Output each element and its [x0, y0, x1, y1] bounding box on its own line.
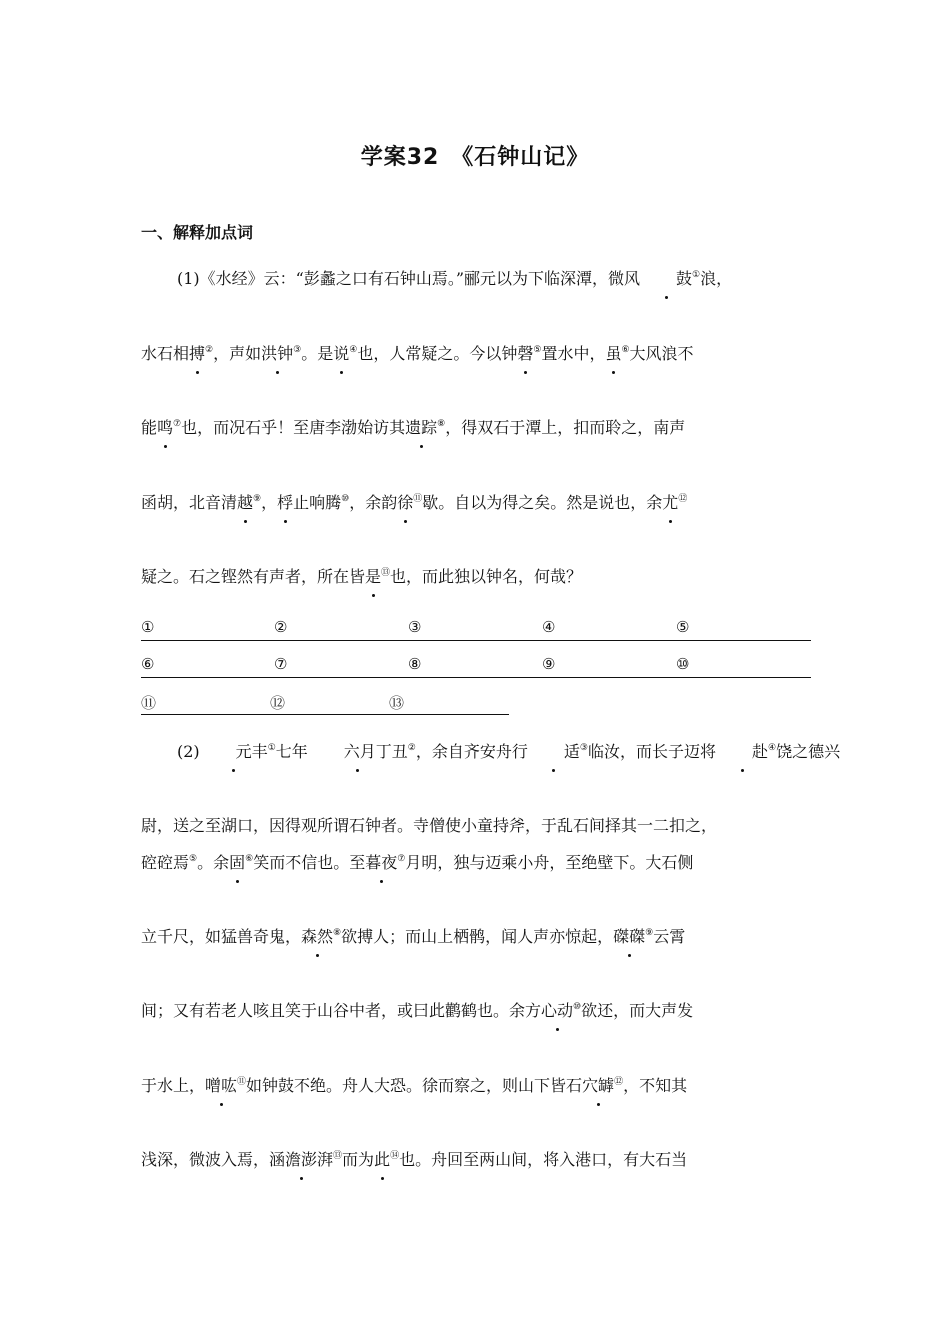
footnote-marker: ⑬ — [381, 568, 391, 578]
para1-line-3 — [141, 414, 816, 442]
answer-label: ⑬ — [389, 694, 405, 712]
footnote-marker: ⑧ — [333, 928, 342, 938]
text-segment: ，不知其 — [623, 1076, 688, 1095]
dotted-word: 噌吰 — [205, 1072, 237, 1100]
text-segment: 浪， — [700, 269, 733, 288]
footnote-marker: ② — [205, 345, 214, 355]
dotted-word: 磬 — [517, 340, 533, 368]
para2-line-4 — [141, 923, 816, 951]
footnote-marker: ⑧ — [437, 419, 446, 429]
footnote-marker: ⑪ — [237, 1077, 247, 1087]
text-segment: 疑之。石之铿然有声者，所在皆 — [141, 567, 366, 586]
dotted-word: 鼓 — [640, 265, 692, 293]
text-segment: ，余自齐安舟行 — [415, 742, 528, 761]
dotted-word: 鸣 — [157, 414, 173, 442]
text-segment: 大风浪不 — [629, 344, 694, 363]
text-segment: (2) — [177, 742, 200, 761]
dotted-word: 虽 — [605, 340, 621, 368]
footnote-marker: ⑤ — [533, 345, 542, 355]
dotted-word: 心动 — [541, 997, 573, 1025]
text-segment: 歇。自以为得之矣。然是说也，余 — [422, 493, 663, 512]
dotted-word: 穴罅 — [582, 1072, 614, 1100]
footnote-marker: ④ — [349, 345, 358, 355]
para2-line-2 — [141, 812, 816, 840]
answer-row-3[interactable] — [141, 692, 509, 715]
para2-line-3 — [141, 849, 816, 877]
text-segment: ， — [261, 493, 278, 512]
text-segment: 也，而况石乎！至唐李渤始访其 — [181, 418, 406, 437]
answer-row-1[interactable] — [141, 618, 811, 641]
footnote-marker: ⑤ — [189, 854, 198, 864]
text-segment: 间；又有若老人咳且笑于山谷中者，或曰此鹳鹤也。余方 — [141, 1001, 542, 1020]
dotted-word: 越 — [237, 489, 253, 517]
text-segment: 饶之德兴 — [776, 742, 841, 761]
text-segment: 也，人常疑之。今以钟 — [357, 344, 518, 363]
footnote-marker: ⑦ — [173, 419, 182, 429]
text-segment: 于水上， — [141, 1076, 206, 1095]
para2-line-6 — [141, 1072, 816, 1100]
answer-row-2[interactable] — [141, 655, 811, 678]
answer-label: ⑥ — [141, 655, 155, 673]
text-segment: 而为 — [342, 1150, 375, 1169]
dotted-word: 洪钟 — [261, 340, 293, 368]
answer-label: ⑤ — [676, 618, 690, 636]
text-segment: 也，而此独以钟名，何哉？ — [390, 567, 583, 586]
answer-label: ⑧ — [408, 655, 422, 673]
text-segment: 硿硿焉 — [141, 853, 190, 872]
text-segment: 止响腾 — [293, 493, 342, 512]
dotted-word: 是 — [365, 563, 381, 591]
answer-label: ⑦ — [274, 655, 288, 673]
answer-label: ⑫ — [270, 694, 286, 712]
text-segment: 。余 — [197, 853, 230, 872]
footnote-marker: ① — [267, 743, 276, 753]
dotted-word: 适 — [528, 738, 580, 766]
para2-line-5 — [141, 997, 816, 1025]
dotted-word: 徐 — [397, 489, 413, 517]
dotted-word: 固 — [229, 849, 245, 877]
text-segment: 能 — [141, 418, 158, 437]
footnote-marker: ③ — [579, 743, 588, 753]
footnote-marker: ⑨ — [645, 928, 654, 938]
section-heading: 一、解释加点词 — [141, 223, 254, 242]
text-segment: 欲还，而大声发 — [581, 1001, 694, 1020]
footnote-marker: ① — [692, 270, 701, 280]
text-segment: 月明，独与迈乘小舟，至绝壁下。大石侧 — [405, 853, 694, 872]
footnote-marker: ④ — [768, 743, 777, 753]
dotted-word: 桴 — [277, 489, 293, 517]
dotted-word: 森然 — [301, 923, 333, 951]
para2-line-1 — [141, 738, 841, 766]
footnote-marker: ⑪ — [413, 494, 423, 504]
footnote-marker: ⑥ — [621, 345, 630, 355]
page-title: 学案32 《石钟山记》 — [360, 145, 590, 170]
answer-label: ② — [274, 618, 288, 636]
para1-line-5 — [141, 563, 816, 591]
dotted-word: 赴 — [716, 738, 768, 766]
text-segment: 水石相 — [141, 344, 190, 363]
text-segment: 笑而不信也。至 — [253, 853, 366, 872]
dotted-word: 暮夜 — [365, 849, 397, 877]
dotted-word: 六月丁丑 — [308, 738, 408, 766]
footnote-marker: ⑩ — [573, 1002, 582, 1012]
text-segment: (1)《水经》云：“彭蠡之口有石钟山焉。”郦元以为下临深潭，微风 — [177, 269, 641, 288]
footnote-marker: ⑦ — [397, 854, 406, 864]
dotted-word: 元丰 — [200, 738, 268, 766]
footnote-marker: ③ — [293, 345, 302, 355]
dotted-word: 遗踪 — [405, 414, 437, 442]
footnote-marker: ⑫ — [678, 494, 688, 504]
dotted-word: 尤 — [662, 489, 678, 517]
footnote-marker: ⑬ — [333, 1151, 343, 1161]
para2-line-7 — [141, 1146, 816, 1174]
text-segment: 七年 — [275, 742, 308, 761]
answer-label: ① — [141, 618, 155, 636]
text-segment: 临汝，而长子迈将 — [587, 742, 716, 761]
dotted-word: 此 — [374, 1146, 390, 1174]
text-segment: 也。舟回至两山间，将入港口，有大石当 — [399, 1150, 688, 1169]
text-segment: 置水中， — [541, 344, 606, 363]
text-segment: ，声如 — [213, 344, 262, 363]
para1-line-1 — [141, 265, 816, 293]
answer-label: ⑩ — [676, 655, 690, 673]
text-segment: 尉，送之至湖口，因得观所谓石钟者。寺僧使小童持斧，于乱石间择其一二扣之， — [141, 816, 718, 835]
text-segment: 。是 — [301, 344, 334, 363]
text-segment: 函胡，北音清 — [141, 493, 238, 512]
dotted-word: 磔磔 — [613, 923, 645, 951]
para1-line-4 — [141, 489, 816, 517]
footnote-marker: ② — [407, 743, 416, 753]
dotted-word: 涵澹澎湃 — [269, 1146, 333, 1174]
text-segment: 欲搏人；而山上栖鹘，闻人声亦惊起， — [341, 927, 614, 946]
footnote-marker: ⑥ — [245, 854, 254, 864]
text-segment: 立千尺，如猛兽奇鬼， — [141, 927, 302, 946]
footnote-marker: ⑭ — [390, 1151, 400, 1161]
footnote-marker: ⑨ — [253, 494, 262, 504]
text-segment: 云霄 — [653, 927, 686, 946]
para1-line-2 — [141, 340, 816, 368]
dotted-word: 说 — [333, 340, 349, 368]
answer-label: ⑨ — [542, 655, 556, 673]
text-segment: ，得双石于潭上，扣而聆之，南声 — [445, 418, 686, 437]
answer-label: ③ — [408, 618, 422, 636]
text-segment: 如钟鼓不绝。舟人大恐。徐而察之，则山下皆石 — [246, 1076, 583, 1095]
footnote-marker: ⑫ — [614, 1077, 624, 1087]
footnote-marker: ⑩ — [341, 494, 350, 504]
dotted-word: 搏 — [189, 340, 205, 368]
text-segment: 浅深，微波入焉， — [141, 1150, 270, 1169]
text-segment: ，余韵 — [349, 493, 398, 512]
answer-label: ④ — [542, 618, 556, 636]
answer-label: ⑪ — [141, 694, 157, 712]
